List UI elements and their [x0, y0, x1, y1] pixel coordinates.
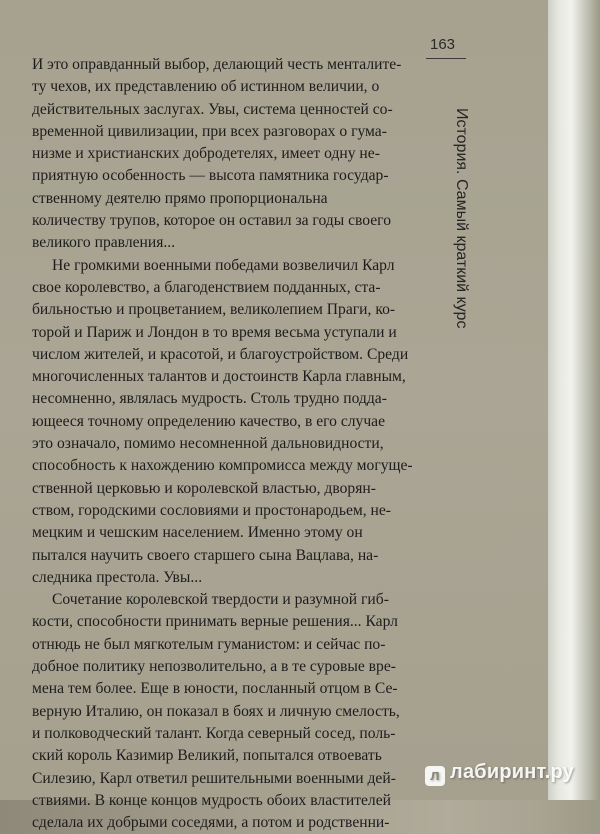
text-line: ский король Казимир Великий, попытался отвоевать: [32, 747, 382, 765]
text-line: кости, способности принимать верные решения... Карл: [32, 613, 398, 631]
text-line: верную Италию, он показал в боях и личную смелость,: [32, 702, 400, 720]
watermark-text: лабиринт.ру: [450, 761, 574, 783]
header-rule: [426, 58, 466, 59]
running-head: История. Самый краткий курс: [453, 108, 470, 329]
text-line: действительных заслугах. Увы, система ценностей со-: [32, 100, 393, 118]
text-line: отнюдь не был мягкотелым гуманистом: и сейчас по-: [32, 635, 386, 653]
text-line: великого правления...: [32, 234, 176, 252]
text-line: ственному деятелю прямо пропорциональна: [32, 189, 328, 207]
text-line: торой и Париж и Лондон в то время весьма уступали и: [32, 323, 397, 341]
page-number: 163: [430, 36, 456, 53]
text-line: мецким и чешским населением. Именно этому он: [32, 524, 363, 542]
page-edge: [548, 0, 600, 800]
text-line: добное политику непозволительно, а в те суровые вре-: [32, 658, 396, 676]
text-line: способность к нахождению компромисса между могуще-: [32, 457, 413, 475]
text-line: несомненно, являлась мудрость. Столь трудно подда-: [32, 390, 387, 408]
text-line: многочисленных талантов и достоинств Карла главным,: [32, 368, 406, 386]
watermark: [425, 761, 574, 786]
text-line: Сочетание королевской твердости и разумной гиб-: [52, 591, 389, 609]
text-line: ту чехов, их представлению об истинном величии, о: [32, 78, 380, 96]
text-line: ющееся точному определению качество, в его случае: [32, 412, 386, 430]
labyrinth-logo-icon: л: [425, 766, 445, 786]
text-line: это означало, помимо несомненной дальновидности,: [32, 435, 384, 453]
text-line: и полководческий талант. Когда северный сосед, поль-: [32, 724, 396, 742]
text-line: приятную особенность — высота памятника государ-: [32, 167, 389, 185]
text-line: ственной церковью и королевской властью, дворян-: [32, 479, 376, 497]
text-line: пытался научить своего старшего сына Вацлава, на-: [32, 546, 379, 564]
text-line: низме и христианских добродетелях, имеет одну не-: [32, 145, 380, 163]
text-line: мена тем более. Еще в юности, посланный отцом в Се-: [32, 680, 398, 698]
text-line: ством, городскими сословиями и простонародьем, не-: [32, 501, 391, 519]
text-line: числом жителей, и красотой, и благоустройством. Среди: [32, 345, 409, 363]
text-line: количеству трупов, которое он оставил за годы своего: [32, 212, 391, 230]
text-line: И это оправданный выбор, делающий честь менталите-: [32, 56, 402, 73]
text-line: следника престола. Увы...: [32, 568, 203, 586]
text-line: сделала их добрыми соседями, а потом и родственни-: [32, 814, 390, 832]
text-line: Силезию, Карл ответил решительными военными дей-: [32, 769, 396, 787]
text-line: Не громкими военными победами возвеличил Карл: [52, 256, 395, 274]
text-line: бильностью и процветанием, великолепием Праги, ко-: [32, 301, 396, 319]
text-line: свое королевство, а благоденствием подданных, ста-: [32, 278, 381, 296]
text-line: ствиями. В конце концов мудрость обоих властителей: [32, 791, 391, 809]
text-line: временной цивилизации, при всех разговорах о гума-: [32, 122, 387, 140]
body-text: [32, 54, 432, 834]
